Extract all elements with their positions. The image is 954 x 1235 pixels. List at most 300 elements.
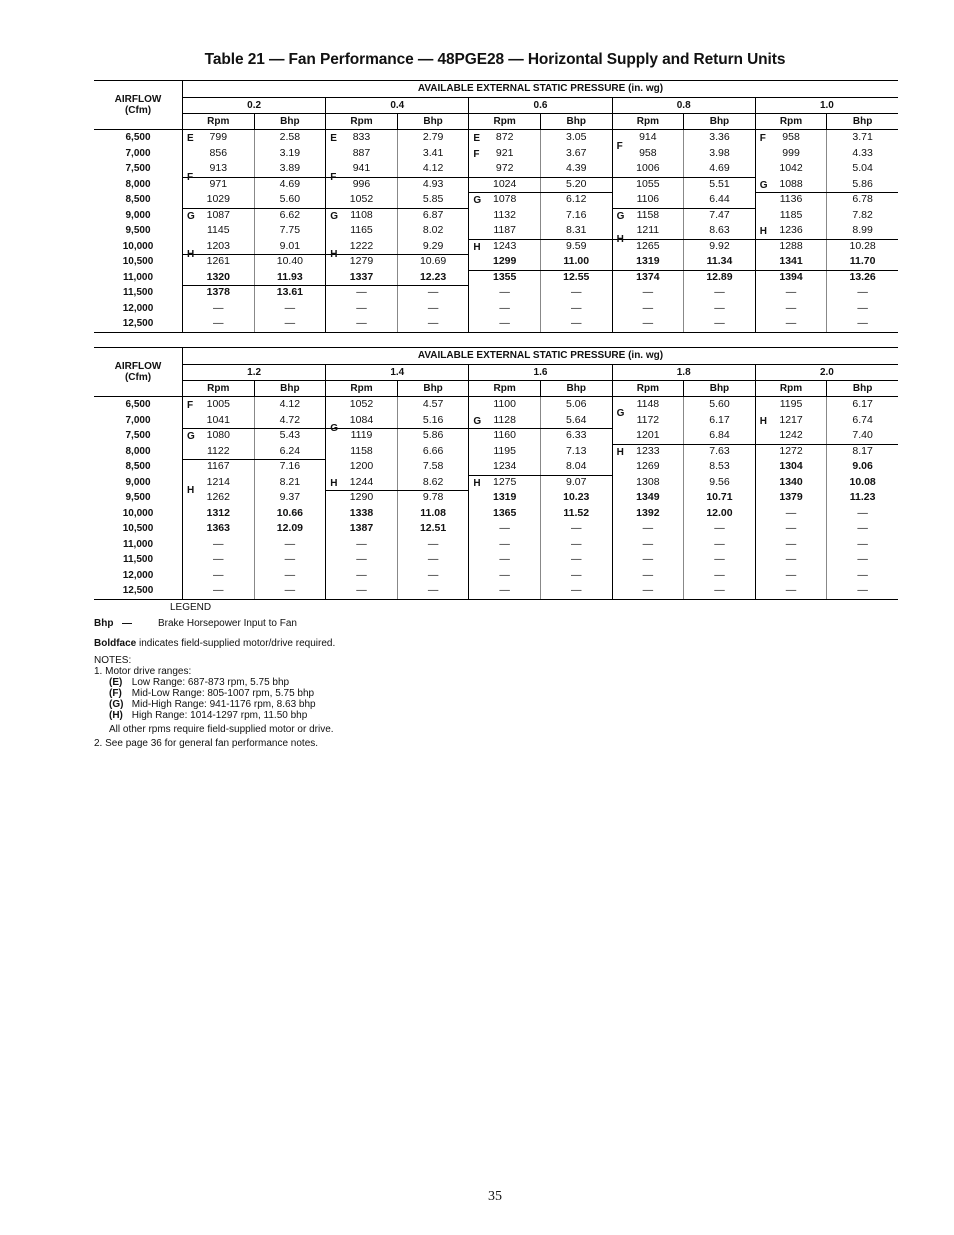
airflow-value: 7,500 (125, 430, 151, 441)
rpm-cell: — (755, 537, 827, 553)
table-row (94, 397, 898, 413)
bhp-cell: 10.23 (540, 490, 612, 506)
bhp-cell: — (397, 285, 469, 301)
bhp-cell: — (397, 583, 469, 599)
drive-label: H (473, 477, 481, 489)
bhp-cell: 12.51 (397, 521, 469, 537)
drive-label: G (187, 431, 195, 442)
airflow-value: 7,000 (125, 147, 151, 159)
bhp-cell: 11.52 (540, 506, 612, 522)
bhp-cell: 7.75 (254, 223, 326, 239)
drive-range: (G) Mid-High Range: 941-1176 rpm, 8.63 bhp (109, 699, 316, 710)
bhp-cell: 7.47 (683, 208, 755, 224)
airflow-value: 11,500 (122, 554, 154, 565)
bhp-cell: 7.16 (254, 459, 326, 475)
bhp-cell: 9.29 (397, 239, 469, 255)
drive-label: H (330, 249, 338, 261)
rpm-bhp-header-row: Rpm Bhp Rpm Bhp Rpm Bhp Rpm Bhp Rpm Bhp (183, 114, 898, 129)
table-row (94, 413, 898, 429)
rpm-cell: — (755, 552, 827, 568)
bhp-cell: 12.89 (683, 270, 755, 286)
bhp-cell: — (254, 568, 326, 584)
bhp-cell: 11.08 (397, 506, 469, 522)
drive-range-divider (468, 428, 611, 429)
rpm-cell: 1394 (755, 270, 827, 286)
rpm-cell: 971 (209, 177, 228, 190)
bhp-cell: — (540, 552, 612, 568)
bhp-cell: 8.17 (826, 444, 898, 460)
rpm-cell: — (612, 285, 684, 301)
rpm-cell: 1108 (325, 208, 397, 224)
rpm-cell: 1236 (755, 223, 827, 239)
bhp-cell: — (397, 552, 469, 568)
drive-label: H (759, 226, 768, 237)
bhp-cell: 3.05 (540, 130, 612, 146)
rpm-cell: 1341 (755, 254, 827, 270)
rpm-cell: 1365 (468, 506, 540, 522)
bhp-cell: 9.56 (683, 475, 755, 491)
rpm-cell: 1195 (468, 444, 540, 460)
bhp-cell: 9.37 (254, 490, 326, 506)
rpm-cell: — (755, 301, 827, 317)
airflow-value: 6,500 (125, 399, 151, 410)
drive-label: F (330, 171, 337, 183)
rpm-cell: — (755, 568, 827, 584)
rpm-cell: 1052 (325, 192, 397, 208)
table-row (94, 428, 898, 444)
bhp-cell: 7.82 (826, 208, 898, 224)
rpm-cell: 1187 (468, 223, 540, 239)
rpm-cell: 872 (468, 130, 540, 146)
bhp-cell: 11.23 (826, 490, 898, 506)
rpm-cell: 1387 (325, 521, 397, 537)
rpm-cell: — (755, 285, 827, 301)
drive-range-divider (182, 285, 325, 286)
bhp-cell: 7.16 (540, 208, 612, 224)
rpm-cell: 1337 (325, 270, 397, 286)
pressure-header: 1.6 (468, 365, 611, 380)
rpm-cell: 1349 (612, 490, 684, 506)
rpm-cell: 1214 (206, 475, 230, 488)
bhp-cell: 6.84 (683, 428, 755, 444)
bhp-cell: — (826, 506, 898, 522)
rpm-cell: — (213, 537, 224, 550)
drive-label: H (616, 446, 624, 458)
rpm-cell: — (612, 316, 684, 332)
rpm-cell: 1338 (325, 506, 397, 522)
rpm-cell: 799 (209, 131, 228, 143)
rpm-cell: 1167 (207, 460, 230, 472)
airflow-value: 11,500 (122, 287, 154, 298)
drive-range-divider (755, 444, 898, 445)
fan-performance-table-low-pressure (94, 80, 898, 333)
bhp-cell: 4.57 (397, 397, 469, 413)
table-body (94, 397, 898, 600)
pressure-header: 0.2 (247, 100, 262, 111)
table-row (94, 161, 898, 177)
airflow-value: 10,000 (122, 507, 154, 519)
bhp-cell: 8.63 (683, 223, 755, 239)
bhp-cell: 9.92 (683, 239, 755, 255)
esp-header: AVAILABLE EXTERNAL STATIC PRESSURE (in. wg) (183, 81, 898, 98)
drive-range-divider (468, 192, 611, 193)
bhp-cell: — (683, 537, 755, 553)
bhp-cell: 3.41 (397, 146, 469, 162)
bhp-cell: 3.36 (683, 130, 755, 146)
bhp-cell: 6.12 (540, 192, 612, 208)
bhp-cell: 12.23 (397, 270, 469, 286)
rpm-cell: 1132 (468, 208, 540, 224)
bhp-cell: 5.86 (826, 177, 898, 193)
bhp-cell: 8.31 (540, 223, 612, 239)
bhp-cell: 2.58 (254, 130, 326, 146)
bhp-cell: 5.16 (397, 413, 469, 429)
pressure-header: 1.4 (325, 365, 468, 380)
pressure-header-row (183, 365, 898, 381)
drive-range-divider (325, 177, 468, 178)
bhp-cell: 9.06 (826, 459, 898, 475)
rpm-cell: 1200 (325, 459, 397, 475)
airflow-value: 10,500 (122, 256, 154, 267)
drive-range-divider (325, 285, 468, 286)
bhp-cell: — (540, 316, 612, 332)
bhp-cell: — (826, 521, 898, 537)
bhp-cell: 5.64 (540, 413, 612, 429)
table-body (94, 130, 898, 333)
table-header (94, 80, 898, 130)
rpm-cell: 1299 (468, 254, 540, 270)
bhp-cell: 13.61 (254, 285, 326, 301)
bhp-cell: 7.13 (540, 444, 612, 460)
airflow-value: 7,000 (125, 414, 151, 426)
table-row (94, 583, 898, 599)
drive-range-divider (755, 239, 898, 240)
legend (94, 602, 594, 749)
rpm-cell: 921 (468, 146, 540, 162)
bhp-cell: — (826, 568, 898, 584)
drive-range-divider (612, 177, 755, 178)
drive-range-divider (612, 444, 755, 445)
rpm-cell: 958 (755, 130, 827, 146)
drive-range-divider (755, 270, 898, 271)
rpm-cell: 1165 (325, 223, 397, 239)
airflow-header: AIRFLOW (Cfm) (114, 361, 162, 383)
rpm-cell: 1055 (612, 177, 684, 193)
bhp-cell: — (683, 316, 755, 332)
fan-performance-table-high-pressure (94, 347, 898, 600)
airflow-value: 9,000 (125, 476, 151, 488)
bhp-cell: — (826, 537, 898, 553)
bhp-cell: 11.93 (254, 270, 326, 286)
bhp-cell: — (540, 301, 612, 317)
drive-label: F (759, 133, 766, 144)
rpm-cell: 1392 (612, 506, 684, 522)
drive-label: F (187, 171, 194, 183)
drive-range-divider (468, 239, 611, 240)
bhp-cell: — (397, 568, 469, 584)
rpm-cell: 1233 (612, 444, 684, 460)
bhp-cell: 5.60 (254, 192, 326, 208)
drive-label: F (187, 400, 194, 411)
table-row (94, 146, 898, 162)
rpm-cell: 1234 (468, 459, 540, 475)
rpm-cell: 1340 (755, 475, 827, 491)
bhp-cell: — (397, 301, 469, 317)
bhp-cell: 8.99 (826, 223, 898, 239)
drive-label: H (187, 249, 195, 261)
drive-range-divider (182, 254, 325, 255)
drive-label: G (473, 415, 482, 427)
airflow-value: 10,500 (122, 523, 154, 534)
drive-range-divider (182, 459, 325, 460)
bhp-cell: 11.00 (540, 254, 612, 270)
rpm-cell: 1275 (468, 475, 540, 491)
rpm-cell: 913 (209, 162, 228, 174)
bhp-cell: 4.72 (254, 413, 326, 429)
drive-label: F (473, 148, 480, 160)
bhp-cell: 8.53 (683, 459, 755, 475)
rpm-cell: — (468, 568, 540, 584)
pressure-header: 1.8 (612, 365, 755, 380)
drive-range-divider (182, 177, 325, 178)
bhp-cell: 11.70 (826, 254, 898, 270)
rpm-cell: — (213, 553, 224, 565)
rpm-cell: — (755, 583, 827, 599)
table-row (94, 254, 898, 270)
bhp-cell: 6.74 (826, 413, 898, 429)
drive-label: E (187, 133, 194, 144)
table-row (94, 552, 898, 568)
drive-label: H (187, 485, 195, 497)
bhp-cell: 12.55 (540, 270, 612, 286)
drive-range: (F) Mid-Low Range: 805-1007 rpm, 5.75 bhp (109, 688, 315, 699)
pressure-header-row (183, 98, 898, 114)
rpm-cell: 1148 (612, 397, 684, 413)
drive-label: H (759, 415, 768, 427)
rpm-cell: 1304 (755, 459, 827, 475)
rpm-cell: 1195 (755, 397, 827, 413)
rpm-cell: 1243 (468, 239, 540, 255)
rpm-cell: 1211 (612, 223, 684, 239)
bhp-cell: — (397, 316, 469, 332)
drive-range-divider (755, 192, 898, 193)
bhp-cell: — (254, 301, 326, 317)
airflow-value: 7,500 (125, 163, 151, 174)
rpm-cell: — (213, 317, 224, 329)
bhp-cell: 3.71 (826, 130, 898, 146)
rpm-cell: 1379 (755, 490, 827, 506)
bhp-cell: 6.78 (826, 192, 898, 208)
rpm-cell: — (755, 316, 827, 332)
bhp-cell: 4.69 (683, 161, 755, 177)
bhp-cell: — (683, 285, 755, 301)
rpm-cell: — (468, 316, 540, 332)
table-row (94, 270, 898, 286)
rpm-cell: 1269 (612, 459, 684, 475)
rpm-cell: — (213, 568, 224, 581)
bhp-cell: 10.71 (683, 490, 755, 506)
rpm-cell: 999 (755, 146, 827, 162)
rpm-cell: 1119 (325, 428, 397, 444)
airflow-value: 12,500 (122, 585, 154, 596)
bhp-cell: 10.40 (254, 254, 326, 270)
drive-label: H (473, 241, 481, 253)
rpm-cell: 1288 (755, 239, 827, 255)
bhp-cell: 3.89 (254, 161, 326, 177)
bhp-cell: — (683, 521, 755, 537)
rpm-cell: — (325, 285, 397, 301)
drive-label: E (330, 133, 337, 144)
rpm-cell: 1203 (206, 239, 230, 252)
table-row (94, 130, 898, 146)
bhp-cell: — (397, 537, 469, 553)
bhp-cell: — (826, 316, 898, 332)
table-header (94, 347, 898, 397)
table-row (94, 223, 898, 239)
rpm-cell: 1262 (206, 491, 230, 503)
airflow-header: AIRFLOW (Cfm) (114, 94, 162, 116)
airflow-value: 10,000 (122, 240, 154, 252)
rpm-cell: 1222 (325, 239, 397, 255)
rpm-cell: 972 (468, 161, 540, 177)
table-row (94, 459, 898, 475)
drive-range-divider (468, 475, 611, 476)
pressure-header: 0.4 (325, 98, 468, 113)
notes: NOTES: 1. Motor drive ranges: (E) Low Range: 687-873 rpm, 5.75 bhp (F) Mid-Low Range: 805-1007 rpm, 5.75 bhp (G) Mid-High Range: 941-1176 rpm, 8.63 bhp (H) High Range: 1014-1297 rpm, 11.50 bhp All other rpms require field-supplied motor or drive. 2. See page 36 for general fan performance notes. (94, 655, 594, 749)
bhp-cell: 4.33 (826, 146, 898, 162)
rpm-cell: 1242 (755, 428, 827, 444)
table-row (94, 177, 898, 193)
table-row (94, 301, 898, 317)
airflow-value: 9,500 (125, 492, 151, 503)
bhp-cell: — (540, 521, 612, 537)
rpm-cell: 1320 (206, 270, 230, 283)
page-title: Table 21 — Fan Performance — 48PGE28 — Horizontal Supply and Return Units (204, 51, 786, 68)
drive-label: G (187, 210, 195, 222)
drive-label: G (473, 195, 482, 206)
drive-range-divider (612, 208, 755, 209)
bhp-cell: 4.12 (254, 397, 326, 413)
bhp-cell: 8.04 (540, 459, 612, 475)
rpm-cell: 1145 (207, 224, 230, 236)
rpm-cell: 1136 (755, 192, 827, 208)
rpm-cell: 1029 (206, 193, 230, 205)
bhp-cell: — (254, 537, 326, 553)
airflow-value: 8,500 (125, 194, 151, 205)
drive-range: (E) Low Range: 687-873 rpm, 5.75 bhp (109, 677, 290, 688)
table-row (94, 506, 898, 522)
bhp-cell: — (826, 552, 898, 568)
pressure-header: 1.2 (247, 367, 262, 378)
drive-range-divider (612, 239, 755, 240)
bhp-cell: 13.26 (826, 270, 898, 286)
bhp-cell: 7.40 (826, 428, 898, 444)
table-row (94, 239, 898, 255)
bhp-cell: — (683, 552, 755, 568)
bhp-cell: — (683, 568, 755, 584)
airflow-value: 9,000 (125, 209, 151, 221)
bhp-cell: — (826, 583, 898, 599)
rpm-cell: — (612, 301, 684, 317)
rpm-cell: 1088 (755, 177, 827, 193)
bhp-cell: 8.62 (397, 475, 469, 491)
table-row (94, 568, 898, 584)
airflow-value: 11,000 (122, 538, 154, 550)
airflow-value: 12,000 (122, 302, 154, 314)
bhp-cell: 11.34 (683, 254, 755, 270)
drive-label: G (759, 179, 768, 191)
rpm-cell: — (612, 568, 684, 584)
rpm-cell: 1261 (206, 255, 230, 267)
rpm-cell: — (468, 301, 540, 317)
bhp-cell: 3.98 (683, 146, 755, 162)
bhp-cell: 4.93 (397, 177, 469, 193)
table-row (94, 521, 898, 537)
airflow-value: 11,000 (122, 271, 154, 283)
drive-range-divider (182, 428, 325, 429)
rpm-cell: — (612, 552, 684, 568)
bhp-cell: 5.06 (540, 397, 612, 413)
pressure-header: 0.6 (468, 98, 611, 113)
table-row (94, 444, 898, 460)
rpm-cell: — (213, 584, 224, 596)
bhp-cell: 12.00 (683, 506, 755, 522)
bhp-cell: 10.66 (254, 506, 326, 522)
rpm-cell: 1265 (612, 239, 684, 255)
page-number: 35 (488, 1189, 502, 1204)
bhp-cell: 5.43 (254, 428, 326, 444)
bhp-cell: 12.09 (254, 521, 326, 537)
drive-label: G (330, 210, 338, 222)
table-row (94, 537, 898, 553)
rpm-cell: 941 (325, 161, 397, 177)
rpm-cell: 1172 (612, 413, 684, 429)
rpm-cell: 856 (209, 146, 228, 159)
drive-range-divider (325, 490, 468, 491)
bhp-cell: — (540, 568, 612, 584)
bhp-cell: — (826, 301, 898, 317)
rpm-cell: 958 (612, 146, 684, 162)
rpm-cell: 833 (325, 130, 397, 146)
airflow-value: 12,500 (122, 318, 154, 329)
rpm-cell: — (468, 552, 540, 568)
drive-range-divider (325, 254, 468, 255)
rpm-cell: — (325, 552, 397, 568)
bhp-cell: 6.17 (683, 413, 755, 429)
rpm-cell: 1290 (325, 490, 397, 506)
legend-bhp-entry: Bhp — Brake Horsepower Input to Fan (94, 618, 297, 629)
airflow-value: 8,000 (125, 178, 151, 190)
rpm-cell: 1374 (612, 270, 684, 286)
rpm-cell: 1378 (206, 286, 230, 298)
bhp-cell: 6.44 (683, 192, 755, 208)
rpm-cell: 1158 (325, 444, 397, 460)
bhp-cell: — (826, 285, 898, 301)
table-row (94, 285, 898, 301)
bhp-cell: 6.66 (397, 444, 469, 460)
rpm-cell: 996 (325, 177, 397, 193)
rpm-cell: 1052 (325, 397, 397, 413)
rpm-cell: 1279 (325, 254, 397, 270)
rpm-cell: 1087 (206, 208, 230, 221)
drive-label: E (473, 133, 481, 144)
table-row (94, 475, 898, 491)
rpm-cell: — (468, 537, 540, 553)
drive-label: H (330, 477, 338, 489)
drive-range-divider (468, 177, 611, 178)
airflow-value: 8,500 (125, 461, 151, 472)
rpm-cell: 1308 (612, 475, 684, 491)
